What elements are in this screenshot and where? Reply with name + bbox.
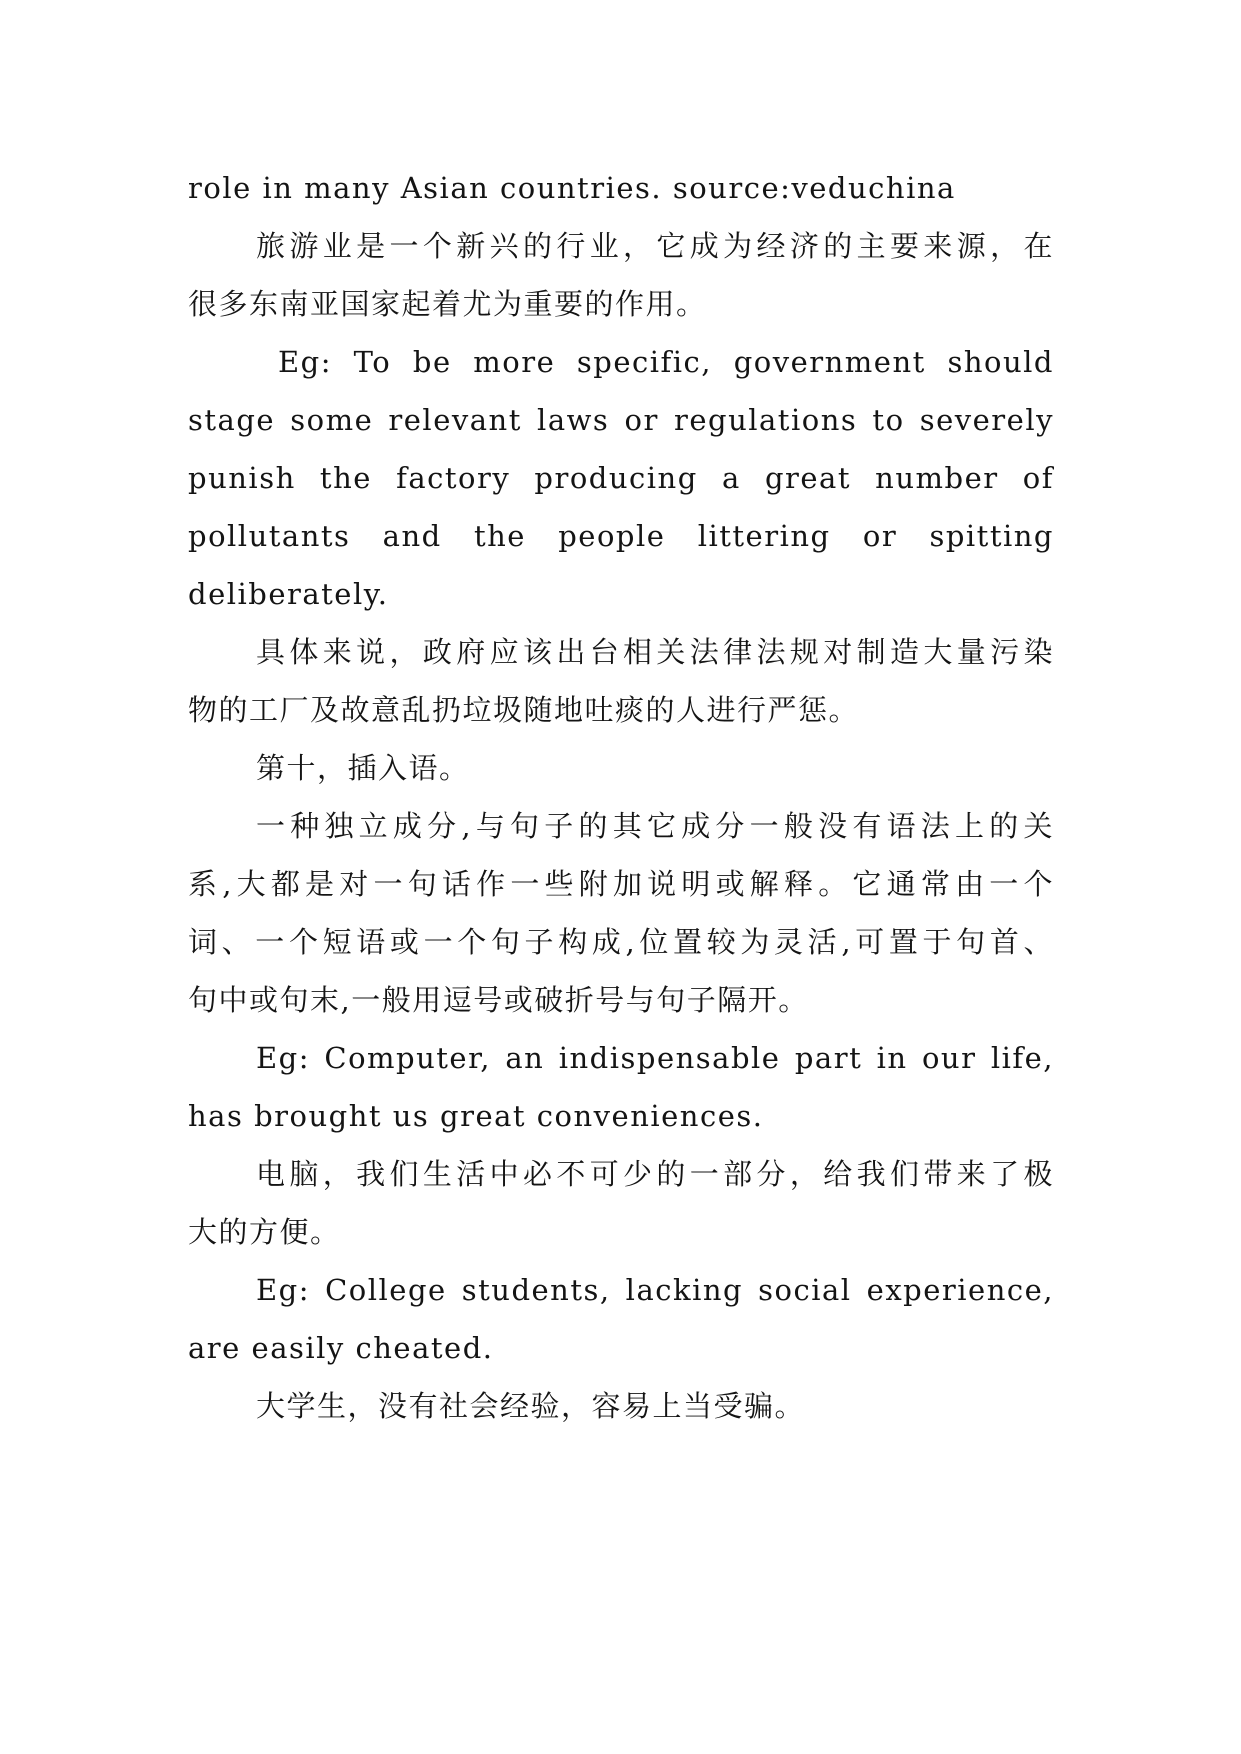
text-line: 电脑，我们生活中必不可少的一部分，给我们带来了极 <box>256 1157 1054 1191</box>
text-line: 系,大都是对一句话作一些附加说明或解释。它通常由一个 <box>188 867 1054 901</box>
text-line: 具体来说，政府应该出台相关法律法规对制造大量污染 <box>256 635 1054 669</box>
text-line: stage some relevant laws or regulations to severely <box>188 403 1054 437</box>
text-line: Eg: College students, lacking social experience, <box>256 1273 1054 1307</box>
text-line: Eg: To be more specific, government should <box>278 345 1054 379</box>
text-line: 旅游业是一个新兴的行业，它成为经济的主要来源，在 <box>256 229 1054 263</box>
text-line: 句中或句末,一般用逗号或破折号与句子隔开。 <box>188 983 809 1017</box>
text-line: are easily cheated. <box>188 1331 494 1365</box>
text-line: deliberately. <box>188 577 389 611</box>
document-body <box>188 159 1054 1435</box>
text-line: 很多东南亚国家起着尤为重要的作用。 <box>188 287 707 321</box>
text-line: 词、一个短语或一个句子构成,位置较为灵活,可置于句首、 <box>188 925 1054 959</box>
text-line: punish the factory producing a great number of <box>188 461 1054 495</box>
text-line: role in many Asian countries. source:veduchina <box>188 171 956 205</box>
text-line: has brought us great conveniences. <box>188 1099 764 1133</box>
text-line: pollutants and the people littering or spitting <box>188 519 1054 553</box>
text-line: 物的工厂及故意乱扔垃圾随地吐痰的人进行严惩。 <box>188 693 860 727</box>
text-line: 一种独立成分,与句子的其它成分一般没有语法上的关 <box>256 809 1054 843</box>
section-heading: 第十，插入语。 <box>256 751 470 785</box>
text-line: 大学生，没有社会经验，容易上当受骗。 <box>256 1389 806 1423</box>
text-line: Eg: Computer, an indispensable part in our life, <box>256 1041 1054 1075</box>
text-line: 大的方便。 <box>188 1215 341 1249</box>
